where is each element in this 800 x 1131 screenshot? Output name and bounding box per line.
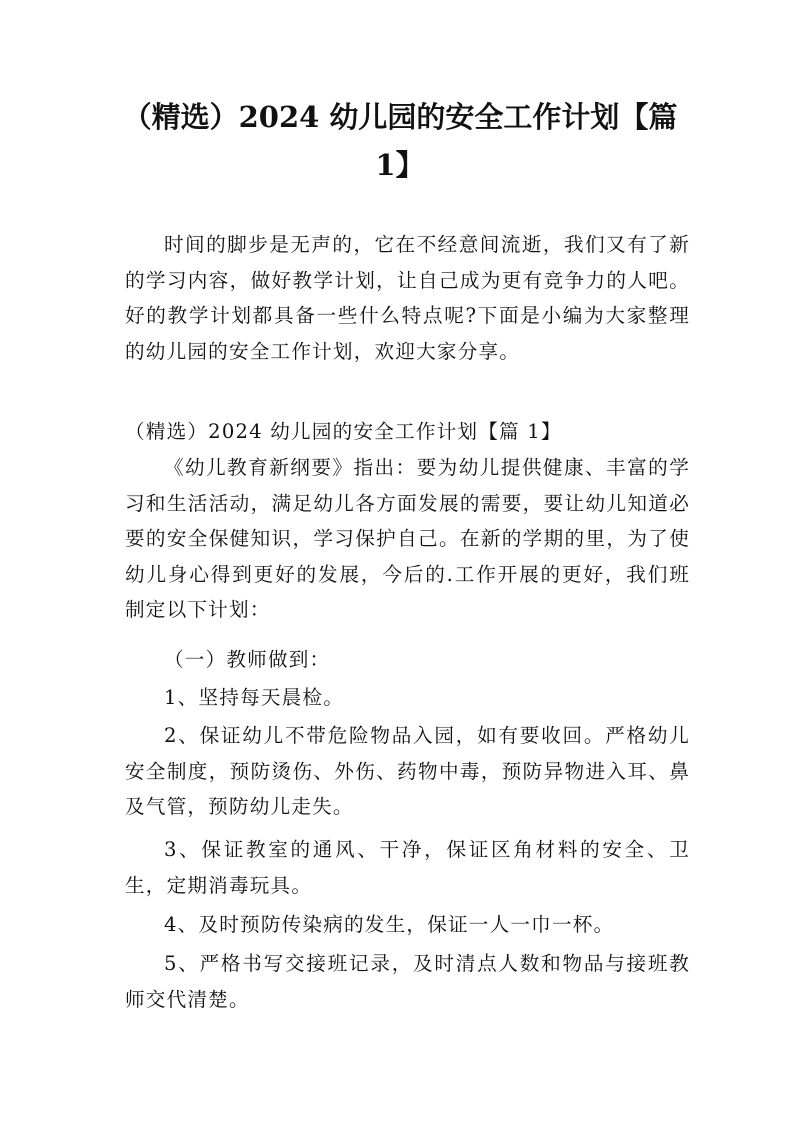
list-item: 5、严格书写交接班记录，及时清点人数和物品与接班教师交代清楚。	[125, 952, 690, 1011]
list-item: 3、保证教室的通风、干净，保证区角材料的安全、卫生，定期消毒玩具。	[125, 838, 690, 897]
body-paragraph: 《幼儿教育新纲要》指出：要为幼儿提供健康、丰富的学习和生活活动，满足幼儿各方面发展的需要，要让幼儿知道必要的安全保健知识，学习保护自己。在新的学期的里，为了使幼儿身心得到更好的发展，今后的.工作开展的更好，我们班制定以下计划：	[125, 456, 690, 621]
list-item: 2、保证幼儿不带危险物品入园，如有要收回。严格幼儿安全制度，预防烫伤、外伤、药物中毒，预防异物进入耳、鼻及气管，预防幼儿走失。	[125, 724, 690, 818]
document-title: （精选）2024 幼儿园的安全工作计划【篇 1】	[122, 100, 678, 182]
list-item: 4、及时预防传染病的发生，保证一人一巾一杯。	[164, 913, 615, 936]
list-item: 1、坚持每天晨检。	[164, 686, 345, 709]
subheading: （一）教师做到：	[164, 648, 331, 671]
section-heading: （精选）2024 幼儿园的安全工作计划【篇 1】	[125, 420, 562, 443]
intro-paragraph: 时间的脚步是无声的，它在不经意间流逝，我们又有了新的学习内容，做好教学计划，让自己成为更有竞争力的人吧。好的教学计划都具备一些什么特点呢?下面是小编为大家整理的幼儿园的安全工作计划，欢迎大家分享。	[125, 233, 690, 363]
